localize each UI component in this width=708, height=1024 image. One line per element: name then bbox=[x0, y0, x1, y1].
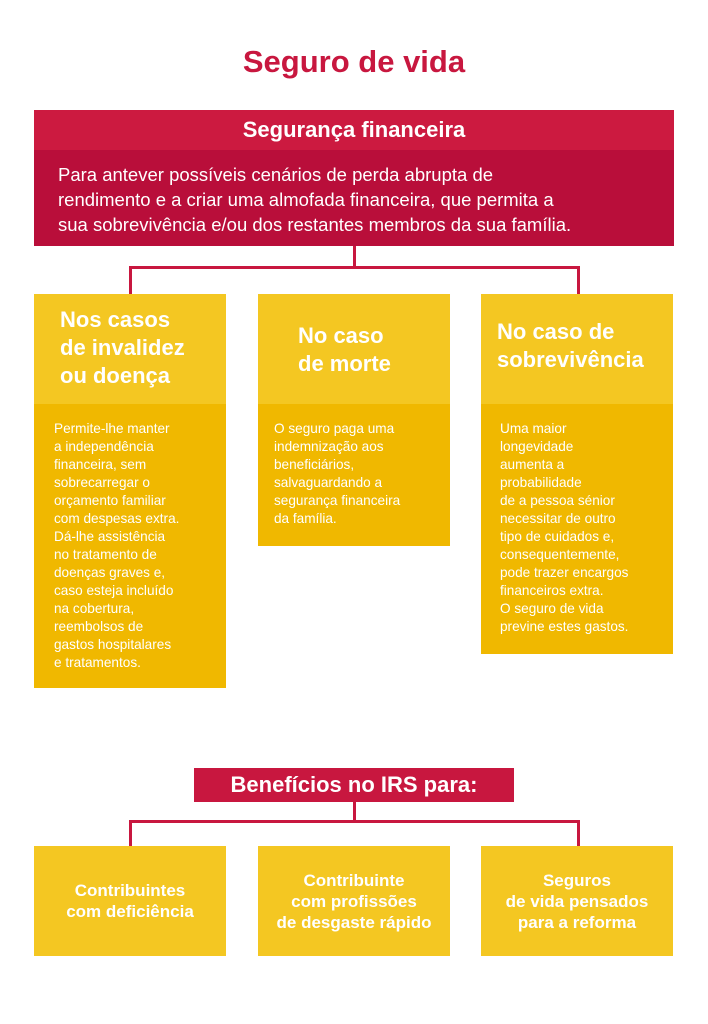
text-line: no tratamento de bbox=[54, 547, 157, 562]
irs-item-text bbox=[66, 880, 194, 922]
text-line: e tratamentos. bbox=[54, 655, 141, 670]
case-heading bbox=[481, 294, 673, 404]
case-body bbox=[34, 404, 226, 672]
text-line: a independência bbox=[54, 439, 154, 454]
text-line: de a pessoa sénior bbox=[500, 493, 615, 508]
text-line: No caso de bbox=[497, 319, 615, 344]
text-line: Para antever possíveis cenários de perda abrupta de bbox=[58, 164, 494, 185]
text-line: de invalidez bbox=[60, 335, 185, 360]
text-line: com deficiência bbox=[66, 902, 194, 921]
text-line: sua sobrevivência e/ou dos restantes membros da sua família. bbox=[58, 214, 572, 235]
text-line: pode trazer encargos bbox=[500, 565, 629, 580]
text-line: de vida pensados bbox=[505, 891, 649, 911]
irs-item-text bbox=[277, 870, 432, 933]
case-death-box bbox=[258, 294, 450, 546]
irs-item-disability bbox=[34, 846, 226, 956]
text-line: segurança financeira bbox=[274, 493, 401, 508]
text-line: No caso bbox=[298, 323, 384, 348]
text-line: para a reforma bbox=[517, 912, 637, 932]
text-line: ou doença bbox=[60, 363, 171, 388]
text-line: Contribuinte bbox=[303, 870, 405, 890]
text-line: Nos casos bbox=[60, 307, 171, 332]
irs-item-text bbox=[506, 870, 649, 933]
irs-benefits-heading: Benefícios no IRS para: bbox=[194, 768, 514, 802]
case-heading bbox=[258, 294, 450, 404]
text-line: com despesas extra. bbox=[54, 511, 180, 526]
text-line: Seguros bbox=[542, 870, 611, 890]
text-line: Uma maior bbox=[500, 421, 567, 436]
text-line: O seguro de vida bbox=[500, 601, 604, 616]
case-body bbox=[258, 404, 450, 528]
case-heading bbox=[34, 294, 226, 404]
text-line: caso esteja incluído bbox=[54, 583, 174, 598]
case-body bbox=[481, 404, 673, 636]
text-line: probabilidade bbox=[500, 475, 582, 490]
page-title: Seguro de vida bbox=[242, 44, 466, 79]
text-line: com profissões bbox=[291, 891, 417, 911]
connector bbox=[129, 820, 580, 823]
text-line: orçamento familiar bbox=[54, 493, 166, 508]
text-line: de desgaste rápido bbox=[276, 912, 432, 932]
financial-security-box bbox=[34, 110, 674, 246]
text-line: aumenta a bbox=[500, 457, 565, 472]
text-line: reembolsos de bbox=[54, 619, 144, 634]
text-line: necessitar de outro bbox=[500, 511, 616, 526]
irs-item-fast-wear-professions bbox=[258, 846, 450, 956]
text-line: gastos hospitalares bbox=[54, 637, 172, 652]
text-line: beneficiários, bbox=[274, 457, 355, 472]
text-line: Permite-lhe manter bbox=[54, 421, 170, 436]
text-line: sobrecarregar o bbox=[54, 475, 150, 490]
case-survival-box bbox=[481, 294, 673, 654]
text-line: de morte bbox=[298, 351, 391, 376]
connector bbox=[577, 820, 580, 846]
financial-security-text bbox=[34, 150, 674, 237]
text-line: previne estes gastos. bbox=[500, 619, 629, 634]
text-line: consequentemente, bbox=[500, 547, 620, 562]
text-line: Dá-lhe assistência bbox=[54, 529, 166, 544]
irs-item-retirement-insurance bbox=[481, 846, 673, 956]
text-line: salvaguardando a bbox=[274, 475, 383, 490]
text-line: da família. bbox=[274, 511, 337, 526]
text-line: Contribuintes bbox=[74, 881, 186, 900]
text-line: longevidade bbox=[500, 439, 574, 454]
text-line: rendimento e a criar uma almofada financeira, que permita a bbox=[58, 189, 554, 210]
text-line: na cobertura, bbox=[54, 601, 135, 616]
text-line: tipo de cuidados e, bbox=[500, 529, 615, 544]
text-line: sobrevivência bbox=[497, 347, 644, 372]
text-line: doenças graves e, bbox=[54, 565, 166, 580]
connector bbox=[129, 266, 132, 294]
connector bbox=[577, 266, 580, 294]
text-line: financeira, sem bbox=[54, 457, 147, 472]
text-line: O seguro paga uma bbox=[274, 421, 395, 436]
connector bbox=[129, 266, 580, 269]
connector bbox=[129, 820, 132, 846]
case-invalidity-box bbox=[34, 294, 226, 688]
text-line: indemnização aos bbox=[274, 439, 384, 454]
text-line: financeiros extra. bbox=[500, 583, 604, 598]
financial-security-heading: Segurança financeira bbox=[34, 110, 674, 150]
